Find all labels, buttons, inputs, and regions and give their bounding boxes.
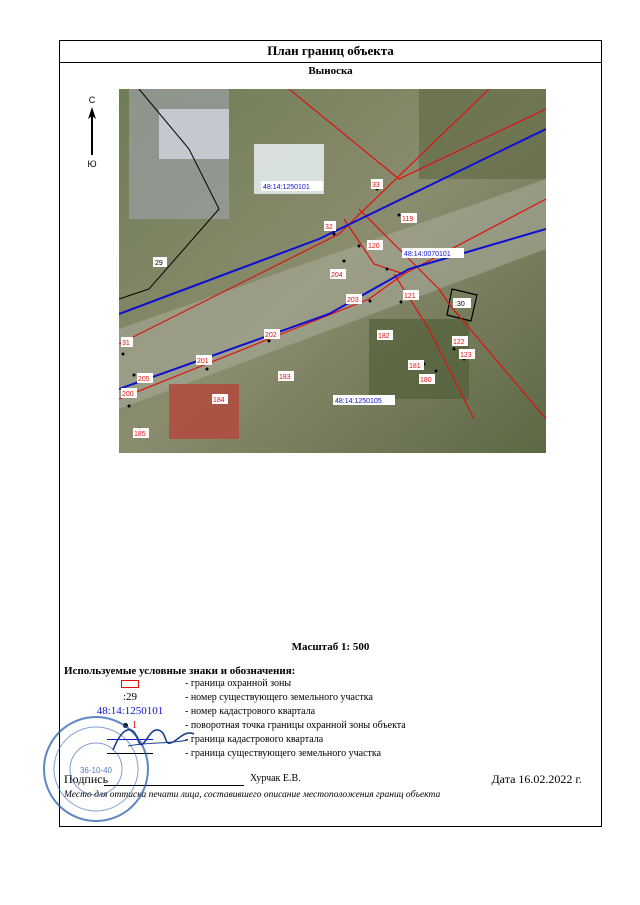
stamp-text: 36-10-40 bbox=[79, 766, 113, 775]
quarter-label: 48:14:1250105 bbox=[335, 398, 382, 405]
page-title: План границ объекта bbox=[60, 41, 601, 63]
point-label: 184 bbox=[213, 397, 225, 404]
point-label: 32 bbox=[325, 224, 333, 231]
signer-name: Хурчак Е.В. bbox=[250, 773, 301, 784]
signature-label: Подпись bbox=[64, 772, 109, 786]
map-scale: Масштаб 1: 500 bbox=[291, 641, 370, 653]
quarter-label: 48:14:1250101 bbox=[263, 184, 310, 191]
zone-symbol-icon bbox=[80, 677, 180, 691]
point-label: 202 bbox=[265, 332, 277, 339]
document-frame bbox=[59, 40, 602, 827]
legend-text: - номер существующего земельного участка bbox=[185, 692, 373, 703]
legend-item bbox=[60, 691, 601, 705]
point-label: 119 bbox=[402, 216, 414, 223]
point-label: 201 bbox=[197, 358, 209, 365]
compass bbox=[82, 93, 102, 173]
map-view bbox=[119, 89, 546, 453]
legend-text: - поворотная точка границы охранной зоны объекта bbox=[185, 720, 406, 731]
legend-symbol: 1 bbox=[131, 719, 138, 731]
point-label: 200 bbox=[122, 391, 134, 398]
point-label: 122 bbox=[453, 339, 465, 346]
map-subtitle: Выноска bbox=[308, 65, 353, 77]
parcel-label: :30 bbox=[455, 301, 465, 308]
point-label: 31 bbox=[122, 340, 130, 347]
point-label: 205 bbox=[138, 376, 150, 383]
point-label: 185 bbox=[134, 431, 146, 438]
point-label: 180 bbox=[420, 377, 432, 384]
north-arrow-icon bbox=[82, 93, 102, 173]
stamp-note: Место для оттиска печати лица, составившего описание местоположения границ объекта bbox=[64, 790, 441, 800]
signature-date: Дата 16.02.2022 г. bbox=[491, 772, 582, 786]
point-label: 123 bbox=[460, 352, 472, 359]
compass-south: Ю bbox=[87, 159, 97, 169]
legend-symbol: :29 bbox=[122, 691, 138, 703]
compass-north: С bbox=[88, 95, 96, 105]
point-label: 33 bbox=[372, 182, 380, 189]
handwritten-signature bbox=[108, 720, 198, 760]
quarter-label: 48:14:0070101 bbox=[404, 251, 451, 258]
point-label: 204 bbox=[331, 272, 343, 279]
legend-title: Используемые условные знаки и обозначения: bbox=[64, 665, 296, 677]
legend-symbol: 48:14:1250101 bbox=[96, 705, 164, 717]
point-label: 182 bbox=[378, 333, 390, 340]
legend-text: - граница кадастрового квартала bbox=[185, 734, 324, 745]
legend-text: - граница охранной зоны bbox=[185, 678, 292, 689]
point-label: 181 bbox=[409, 363, 421, 370]
point-label: 183 bbox=[279, 374, 291, 381]
building-roof bbox=[159, 109, 229, 159]
point-label: 121 bbox=[404, 293, 416, 300]
point-label: 120 bbox=[368, 243, 380, 250]
map-canvas bbox=[119, 89, 546, 453]
point-label: 203 bbox=[347, 297, 359, 304]
legend-item bbox=[60, 677, 601, 691]
legend-text: - граница существующего земельного участка bbox=[185, 748, 382, 759]
legend-text: - номер кадастрового квартала bbox=[185, 706, 316, 717]
building-roof-red bbox=[169, 384, 239, 439]
parcel-label: 29 bbox=[155, 260, 163, 267]
